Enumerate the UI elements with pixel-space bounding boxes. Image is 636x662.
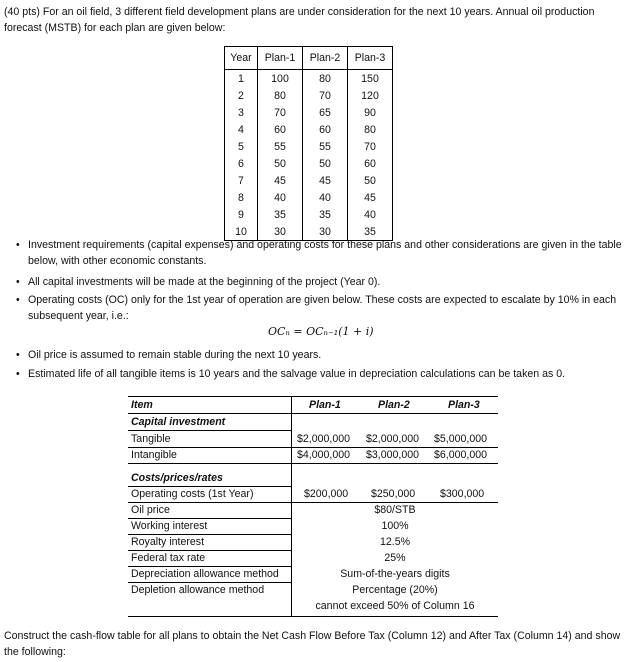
closing-paragraph: Construct the cash-flow table for all plans to obtain the Net Cash Flow Before Tax (Column 12) and After Tax (Column 14) and show the following: <box>4 630 621 658</box>
production-row <box>225 155 393 172</box>
depreciation-method-label: Depreciation allowance method <box>131 568 279 580</box>
oil-price-value: $80/STB <box>374 504 416 516</box>
cell-plan-2: 45 <box>303 172 348 189</box>
cell-plan-2: 70 <box>303 87 348 104</box>
depletion-method-value: Percentage (20%) <box>352 584 438 596</box>
cell-plan-3: 80 <box>348 121 393 138</box>
operating-costs-plan-2: $250,000 <box>371 488 416 500</box>
cell-plan-1: 35 <box>258 206 303 223</box>
cell-plan-1: 80 <box>258 87 303 104</box>
cell-year: 8 <box>225 189 258 206</box>
bullet-text: Operating costs (OC) only for the 1st year of operation are given below. These costs are expected to escalate by 10% in each subsequent year, i.e.: <box>28 294 617 322</box>
investment-table <box>128 396 498 618</box>
rule <box>128 502 498 503</box>
cell-year: 1 <box>225 70 258 88</box>
bullet-dot: • <box>16 239 20 251</box>
operating-costs-plan-1: $200,000 <box>304 488 349 500</box>
rule <box>128 486 291 487</box>
tangible-plan-3: $5,000,000 <box>434 433 488 445</box>
header-plan-1: Plan-1 <box>258 47 303 70</box>
cell-plan-2: 40 <box>303 189 348 206</box>
cell-plan-2: 65 <box>303 104 348 121</box>
working-interest-label: Working interest <box>131 520 208 532</box>
cell-plan-1: 55 <box>258 138 303 155</box>
rule <box>128 566 291 567</box>
costs-prices-rates-label: Costs/prices/rates <box>131 472 223 484</box>
bullet-oil-price <box>16 347 634 363</box>
rule <box>128 447 291 448</box>
cell-plan-2: 60 <box>303 121 348 138</box>
cell-plan-3: 35 <box>348 223 393 241</box>
operating-costs-plan-3: $300,000 <box>440 488 485 500</box>
cell-plan-3: 120 <box>348 87 393 104</box>
royalty-interest-value: 12.5% <box>379 536 411 548</box>
depletion-method-note: cannot exceed 50% of Column 16 <box>315 600 475 612</box>
cell-year: 9 <box>225 206 258 223</box>
cell-plan-3: 40 <box>348 206 393 223</box>
cell-plan-1: 60 <box>258 121 303 138</box>
bullet-text: Investment requirements (capital expenses) and operating costs for these plans and other considerations are given in the table below, with other economic constants. <box>28 239 622 267</box>
bullet-dot: • <box>16 349 20 361</box>
depletion-method-label: Depletion allowance method <box>131 584 265 596</box>
cell-year: 4 <box>225 121 258 138</box>
production-row <box>225 104 393 121</box>
table-top-rule <box>128 396 498 397</box>
production-row <box>225 87 393 104</box>
bullet-text: Oil price is assumed to remain stable during the next 10 years. <box>28 349 322 361</box>
header-plan-2: Plan-2 <box>378 399 410 411</box>
header-plan-3: Plan-3 <box>348 47 393 70</box>
header-plan-1: Plan-1 <box>309 399 341 411</box>
production-row <box>225 70 393 88</box>
intangible-plan-1: $4,000,000 <box>297 449 351 461</box>
cell-plan-2: 50 <box>303 155 348 172</box>
bullet-dot: • <box>16 368 20 380</box>
bullet-text: Estimated life of all tangible items is 10 years and the salvage value in depreciation calculations can be taken as 0. <box>28 368 566 380</box>
working-interest-value: 100% <box>381 520 409 532</box>
cell-plan-3: 50 <box>348 172 393 189</box>
tangible-label: Tangible <box>131 433 171 445</box>
cell-year: 6 <box>225 155 258 172</box>
cell-plan-3: 45 <box>348 189 393 206</box>
production-row <box>225 206 393 223</box>
cell-year: 10 <box>225 223 258 241</box>
header-item: Item <box>131 399 153 411</box>
intangible-plan-3: $6,000,000 <box>434 449 488 461</box>
cell-plan-1: 50 <box>258 155 303 172</box>
operating-costs-label: Operating costs (1st Year) <box>131 488 254 500</box>
escalation-equation: OCₙ = OCₙ₋₁(1 + i) <box>268 325 374 338</box>
cell-plan-3: 70 <box>348 138 393 155</box>
header-year: Year <box>225 47 258 70</box>
rule <box>128 463 498 464</box>
bullet-dot: • <box>16 294 20 306</box>
depreciation-method-value: Sum-of-the-years digits <box>340 568 450 580</box>
cell-plan-1: 100 <box>258 70 303 88</box>
bullet-depreciation-life <box>16 366 634 382</box>
cell-year: 5 <box>225 138 258 155</box>
capital-investment-label: Capital investment <box>131 416 226 428</box>
cell-plan-2: 30 <box>303 223 348 241</box>
bullet-investment <box>16 237 634 269</box>
bullet-dot: • <box>16 276 20 288</box>
cell-year: 7 <box>225 172 258 189</box>
table-bottom-rule <box>128 616 498 617</box>
cell-plan-2: 80 <box>303 70 348 88</box>
federal-tax-value: 25% <box>384 552 406 564</box>
production-header-row <box>225 47 393 70</box>
production-table <box>224 46 393 241</box>
rule <box>128 430 291 431</box>
bullet-operating-costs <box>16 292 634 324</box>
royalty-interest-label: Royalty interest <box>131 536 205 548</box>
production-row <box>225 121 393 138</box>
rule <box>128 518 291 519</box>
rule <box>128 582 291 583</box>
tangible-plan-2: $2,000,000 <box>366 433 420 445</box>
intangible-plan-2: $3,000,000 <box>366 449 420 461</box>
cell-plan-1: 70 <box>258 104 303 121</box>
bullet-text: All capital investments will be made at the beginning of the project (Year 0). <box>28 276 381 288</box>
header-plan-3: Plan-3 <box>448 399 480 411</box>
cell-year: 2 <box>225 87 258 104</box>
intro-paragraph: (40 pts) For an oil field, 3 different field development plans are under consideration for the next 10 years. Annual oil production forecast (MSTB) for each plan are given below: <box>4 6 595 34</box>
production-row <box>225 189 393 206</box>
rule <box>291 447 498 448</box>
cell-plan-3: 90 <box>348 104 393 121</box>
cell-plan-2: 35 <box>303 206 348 223</box>
cell-plan-3: 150 <box>348 70 393 88</box>
rule <box>128 550 291 551</box>
cell-plan-3: 60 <box>348 155 393 172</box>
cell-plan-1: 45 <box>258 172 303 189</box>
header-plan-2: Plan-2 <box>303 47 348 70</box>
table-header-rule <box>128 413 498 414</box>
tangible-plan-1: $2,000,000 <box>297 433 351 445</box>
intangible-label: Intangible <box>131 449 177 461</box>
bullet-capital-year0 <box>16 274 634 290</box>
production-row <box>225 172 393 189</box>
federal-tax-label: Federal tax rate <box>131 552 206 564</box>
cell-plan-2: 55 <box>303 138 348 155</box>
cell-plan-1: 30 <box>258 223 303 241</box>
production-row <box>225 138 393 155</box>
oil-price-label: Oil price <box>131 504 170 516</box>
rule <box>128 534 291 535</box>
cell-year: 3 <box>225 104 258 121</box>
cell-plan-1: 40 <box>258 189 303 206</box>
